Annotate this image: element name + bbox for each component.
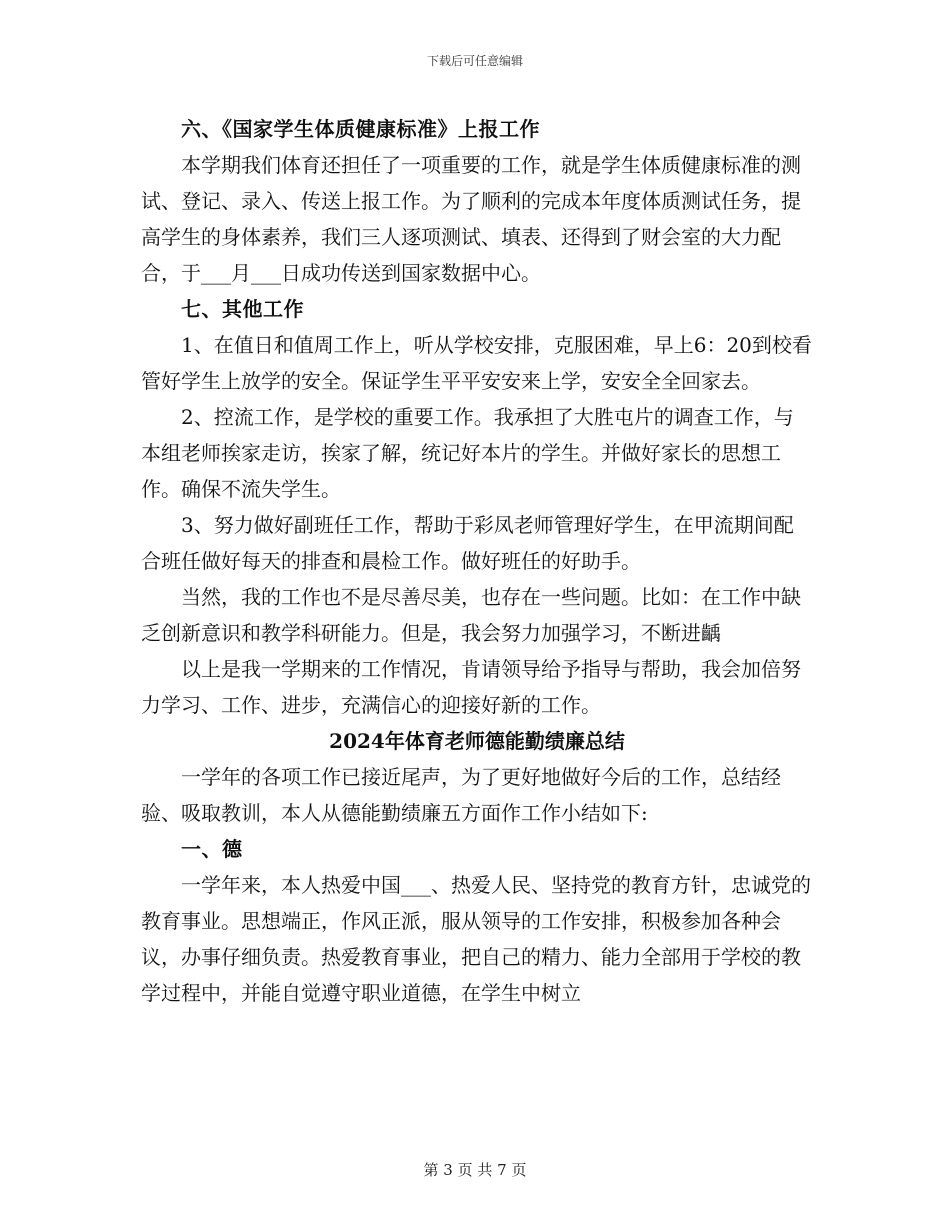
paragraph-de: 一学年来，本人热爱中国___、热爱人民、坚持党的教育方针，忠诚党的教育事业。思想端正，作风正派，服从领导的工作安排，积极参加各种会议，办事仔细负责。热爱教育事业，把自己的精力、能力全部用于学校的教学过程中，并能自觉遵守职业道德，在学生中树立 <box>141 873 811 1005</box>
paragraph-closing: 以上是我一学期来的工作情况，肯请领导给予指导与帮助，我会加倍努力学习、工作、进步，充满信心的迎接好新的工作。 <box>141 657 801 717</box>
list-item-assistant-teacher: 3、努力做好副班任工作，帮助于彩凤老师管理好学生，在甲流期间配合班任做好每天的排查和晨检工作。做好班任的好助手。 <box>141 513 794 573</box>
section-heading-7: 七、其他工作 <box>181 297 304 321</box>
page-number: 第 3 页 共 7 页 <box>423 1161 527 1179</box>
section-heading-6: 六、《国家学生体质健康标准》上报工作 <box>181 117 540 141</box>
paragraph-intro-2: 一学年的各项工作已接近尾声，为了更好地做好今后的工作，总结经验、吸取教训，本人从德能勤绩廉五方面作工作小结如下: <box>141 765 781 825</box>
section-heading-de: 一、德 <box>181 837 243 861</box>
list-item-duty: 1、在值日和值周工作上，听从学校安排，克服困难，早上6：20到校看管好学生上放学的安全。保证学生平平安安来上学，安安全全回家去。 <box>141 333 812 393</box>
list-item-dropout-control: 2、控流工作，是学校的重要工作。我承担了大胜屯片的调查工作，与本组老师挨家走访，挨家了解，统记好本片的学生。并做好家长的思想工作。确保不流失学生。 <box>141 405 794 501</box>
paragraph-problems: 当然，我的工作也不是尽善尽美，也存在一些问题。比如：在工作中缺乏创新意识和教学科研能力。但是，我会努力加强学习，不断进齲 <box>141 585 801 645</box>
document-title-2: 2024年体育老师德能勤绩廉总结 <box>329 729 625 753</box>
document-body <box>141 111 813 1011</box>
page-header-note: 下载后可任意编辑 <box>426 54 523 68</box>
paragraph-health-standard: 本学期我们体育还担任了一项重要的工作，就是学生体质健康标准的测试、登记、录入、传送上报工作。为了顺利的完成本年度体质测试任务，提高学生的身体素养，我们三人逐项测试、填表、还得到了财会室的大力配合，于___月___日成功传送到国家数据中心。 <box>141 153 801 285</box>
